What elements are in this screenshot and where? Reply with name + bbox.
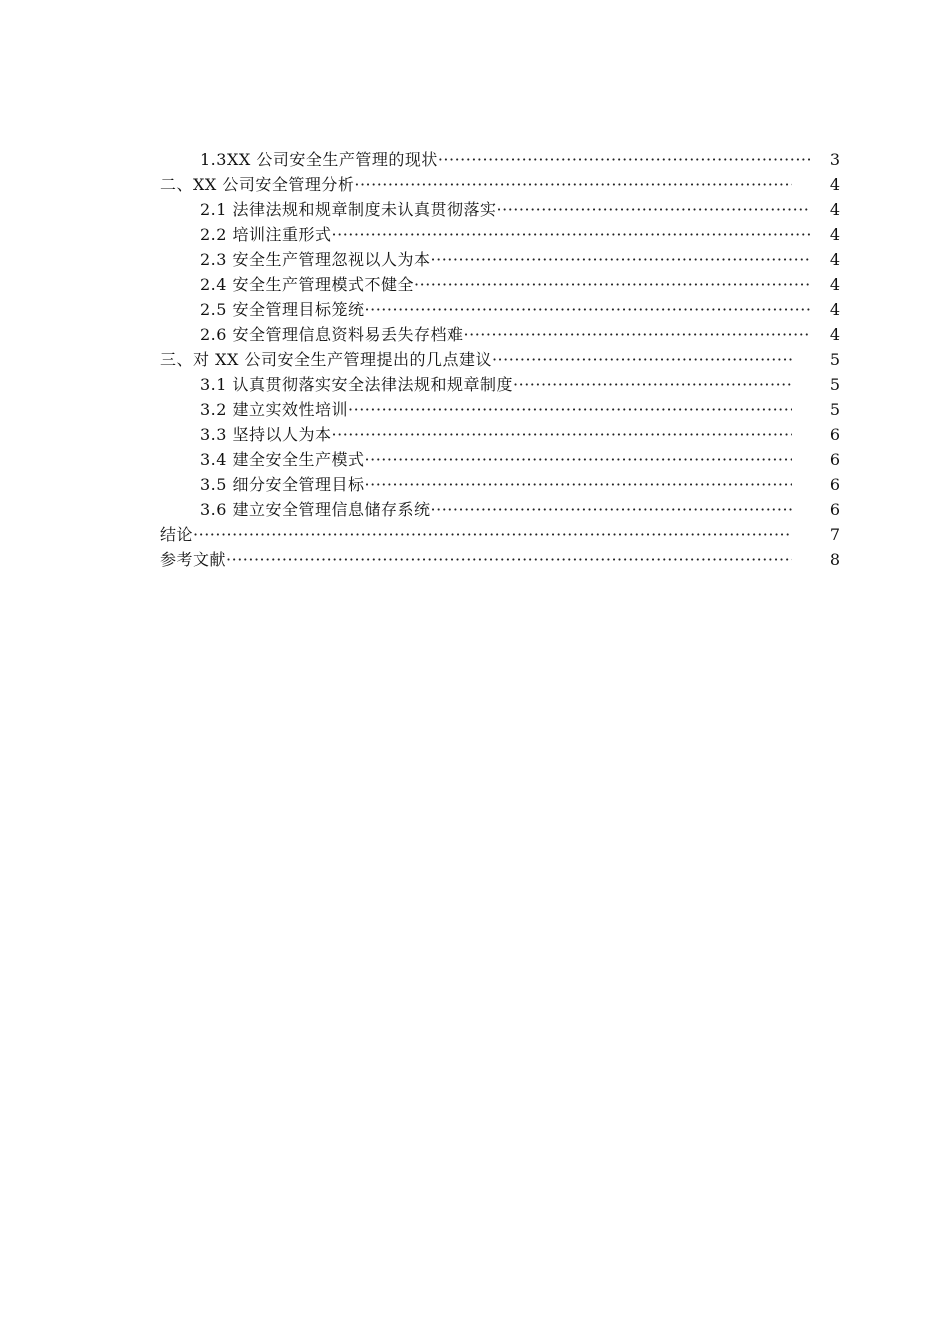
toc-entry-page: 7 (829, 525, 840, 544)
toc-entry[interactable] (160, 447, 840, 472)
toc-entry-page: 6 (829, 475, 840, 494)
toc-leader-dots (354, 172, 792, 197)
toc-entry-page: 5 (829, 350, 840, 369)
toc-entry-title: 3.5 细分安全管理目标 (200, 475, 365, 494)
toc-entry[interactable] (160, 147, 840, 172)
toc-leader-dots (513, 372, 792, 397)
toc-entry-page: 6 (829, 450, 840, 469)
toc-leader-dots (365, 447, 792, 472)
toc-entry-title: 2.4 安全生产管理模式不健全 (200, 275, 415, 294)
toc-leader-dots (332, 222, 810, 247)
toc-entry-title: 2.5 安全管理目标笼统 (200, 300, 365, 319)
toc-leader-dots (332, 422, 792, 447)
toc-entry-page: 4 (829, 275, 840, 294)
toc-leader-dots (438, 147, 810, 172)
toc-leader-dots (348, 397, 792, 422)
toc-entry-title: 二、XX 公司安全管理分析 (160, 175, 355, 194)
toc-entry-page: 6 (829, 500, 840, 519)
toc-leader-dots (497, 197, 810, 222)
toc-entry[interactable] (160, 297, 840, 322)
toc-entry-title: 3.6 建立安全管理信息储存系统 (200, 500, 431, 519)
toc-entry-page: 4 (829, 250, 840, 269)
toc-entry-page: 4 (829, 200, 840, 219)
toc-entry-title: 参考文献 (160, 550, 227, 569)
toc-entry-title: 结论 (160, 525, 194, 544)
toc-leader-dots (431, 247, 810, 272)
toc-entry-title: 3.4 建全安全生产模式 (200, 450, 365, 469)
toc-entry-title: 2.3 安全生产管理忽视以人为本 (200, 250, 431, 269)
toc-leader-dots (431, 497, 792, 522)
toc-entry-title: 3.2 建立实效性培训 (200, 400, 349, 419)
toc-entry-page: 8 (829, 550, 840, 569)
toc-entry[interactable] (160, 172, 840, 197)
toc-entry[interactable] (160, 272, 840, 297)
toc-leader-dots (365, 472, 792, 497)
toc-entry-title: 2.2 培训注重形式 (200, 225, 332, 244)
toc-leader-dots (492, 347, 792, 372)
toc-entry[interactable] (160, 522, 840, 547)
toc-leader-dots (193, 522, 792, 547)
toc-entry-page: 5 (829, 400, 840, 419)
toc-entry[interactable] (160, 347, 840, 372)
toc-entry-page: 4 (829, 300, 840, 319)
toc-entry[interactable] (160, 322, 840, 347)
toc-leader-dots (365, 297, 810, 322)
toc-entry-page: 4 (829, 175, 840, 194)
toc-entry-page: 6 (829, 425, 840, 444)
table-of-contents (160, 147, 840, 572)
toc-entry-page: 4 (829, 325, 840, 344)
toc-entry[interactable] (160, 247, 840, 272)
toc-entry[interactable] (160, 497, 840, 522)
toc-entry-page: 5 (829, 375, 840, 394)
toc-entry[interactable] (160, 197, 840, 222)
toc-entry-title: 3.1 认真贯彻落实安全法律法规和规章制度 (200, 375, 514, 394)
toc-entry[interactable] (160, 472, 840, 497)
toc-entry-page: 4 (829, 225, 840, 244)
toc-entry-title: 2.1 法律法规和规章制度未认真贯彻落实 (200, 200, 497, 219)
toc-leader-dots (414, 272, 810, 297)
toc-entry[interactable] (160, 422, 840, 447)
toc-leader-dots (226, 547, 792, 572)
toc-entry-title: 3.3 坚持以人为本 (200, 425, 332, 444)
toc-entry[interactable] (160, 397, 840, 422)
toc-entry[interactable] (160, 547, 840, 572)
toc-entry-title: 1.3XX 公司安全生产管理的现状 (200, 150, 438, 169)
toc-entry-title: 2.6 安全管理信息资料易丢失存档难 (200, 325, 464, 344)
toc-entry-title: 三、对 XX 公司安全生产管理提出的几点建议 (160, 350, 492, 369)
toc-entry[interactable] (160, 222, 840, 247)
toc-leader-dots (464, 322, 810, 347)
toc-entry[interactable] (160, 372, 840, 397)
toc-entry-page: 3 (829, 150, 840, 169)
